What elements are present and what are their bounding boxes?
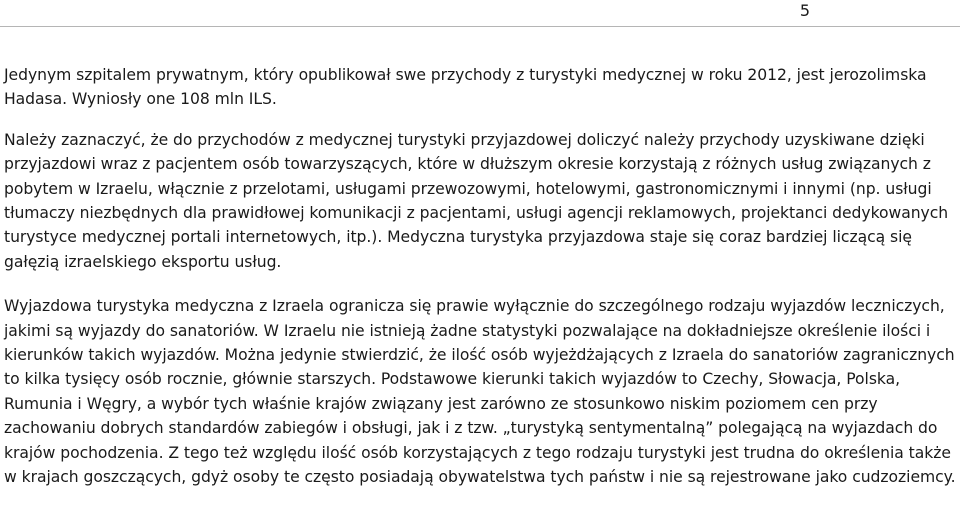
paragraph-outbound-tourism: Wyjazdowa turystyka medyczna z Izraela ogranicza się prawie wyłącznie do szczególnego rodzaju wyjazdów leczniczych, jakimi są wyjazdy do sanatoriów. W Izraelu nie istnieją żadne statystyki pozwalające na dokładniejsze określenie ilości i kierunków takich wyjazdów. Można jedynie stwierdzić, że ilość osób wyjeżdżających z Izraela do sanatoriów zagranicznych to kilka tysięcy osób rocznie, głównie starszych. Podstawowe kierunki takich wyjazdów to Czechy, Słowacja, Polska, Rumunia i Węgry, a wybór tych właśnie krajów związany jest zarówno ze stosunkowo niskim poziomem cen przy zachowaniu dobrych standardów zabiegów i obsługi, jak i z tzw. „turystyką sentymentalną” polegającą na wyjazdach do krajów pochodzenia. Z tego też względu ilość osób korzystających z tego rodzaju turystyki jest trudna do określenia także w krajach goszczących, gdyż osoby te często posiadają obywatelstwa tych państw i nie są rejestrowane jako cudzoziemcy.: [4, 297, 956, 487]
paragraph-inbound-tourism: Należy zaznaczyć, że do przychodów z medycznej turystyki przyjazdowej doliczyć należy przychody uzyskiwane dzięki przyjazdowi wraz z pacjentem osób towarzyszących, które w dłuższym okresie korzystają z różnych usług związanych z pobytem w Izraelu, włącznie z przelotami, usługami przewozowymi, hotelowymi, gastronomicznymi i innymi (np. usługi tłumaczy niezbędnych dla prawidłowej komunikacji z pacjentami, usługi agencji reklamowych, projektanci dedykowanych turystyce medycznej portali internetowych, itp.). Medyczna turystyka przyjazdowa staje się coraz bardziej liczącą się gałęzią izraelskiego eksportu usług.: [4, 130, 949, 271]
page-number: 5: [799, 1, 810, 20]
paragraph-hadasa-revenue: Jedynym szpitalem prywatnym, który opublikował swe przychody z turystyki medycznej w roku 2012, jest jerozolimska Hadasa. Wyniosły one 108 mln ILS.: [4, 66, 927, 109]
header-rule: [0, 26, 960, 27]
document-body: [4, 63, 959, 490]
